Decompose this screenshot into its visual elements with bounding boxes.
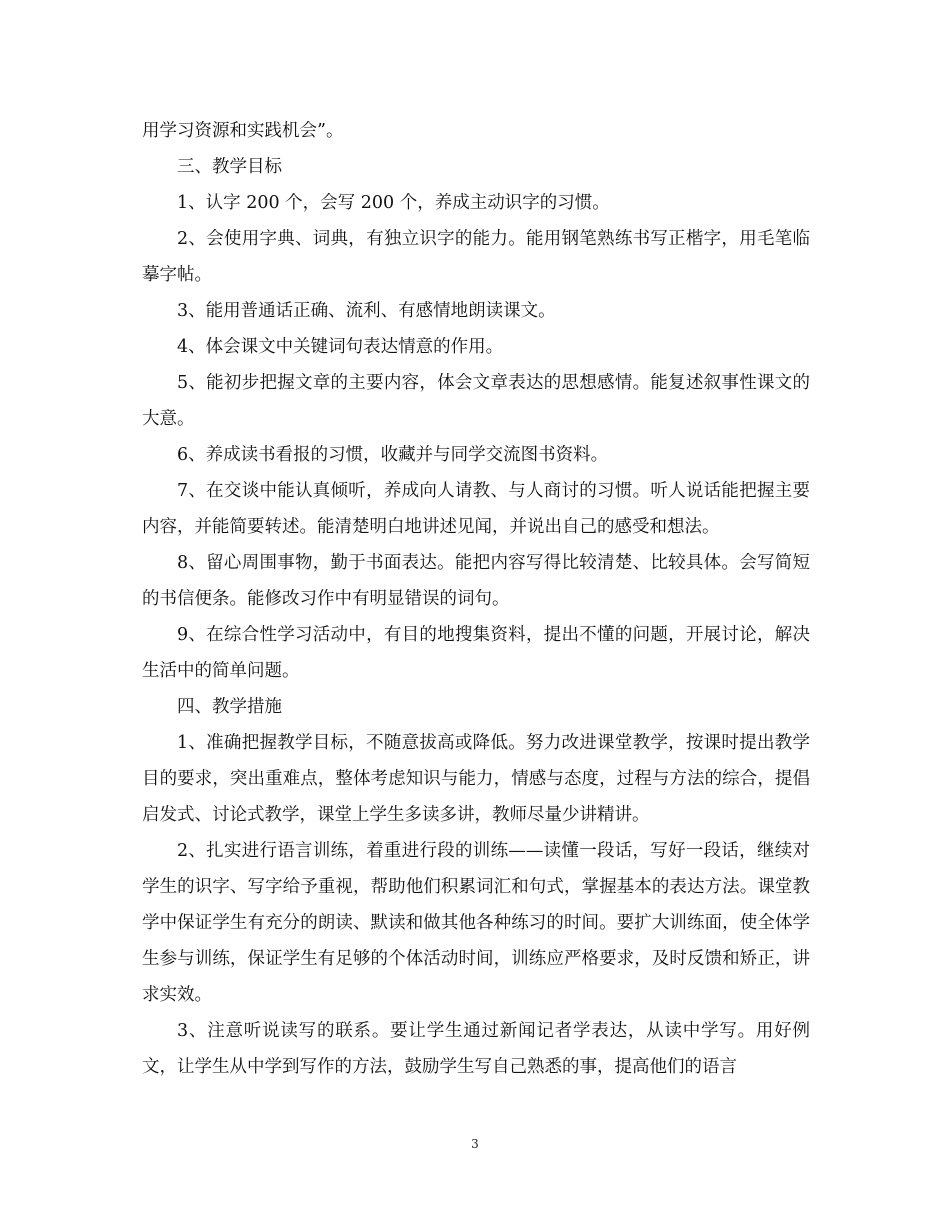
section-heading-teaching-measures: 四、教学措施 — [177, 697, 282, 717]
measure-item-2: 2、扎实进行语言训练，着重进行段的训练——读懂一段话，写好一段话，继续对学生的识字、写字给予重视，帮助他们积累词汇和句式，掌握基本的表达方法。课堂教学中保证学生有充分的朗读、默读和做其他各种练习的时间。要扩大训练面，使全体学生参与训练，保证学生有足够的个体活动时间，训练应严格要求，及时反馈和矫正，讲求实效。 — [142, 841, 810, 1005]
goal-item-3: 3、能用普通话正确、流利、有感情地朗读课文。 — [177, 301, 556, 321]
section-heading-teaching-goals: 三、教学目标 — [177, 157, 282, 177]
goal-item-6: 6、养成读书看报的习惯，收藏并与同学交流图书资料。 — [177, 445, 609, 465]
goal-item-1: 1、认字 200 个，会写 200 个，养成主动识字的习惯。 — [177, 193, 610, 213]
goal-item-2: 2、会使用字典、词典，有独立识字的能力。能用钢笔熟练书写正楷字，用毛笔临摹字帖。 — [142, 229, 810, 285]
goal-item-8: 8、留心周围事物，勤于书面表达。能把内容写得比较清楚、比较具体。会写简短的书信便条。能修改习作中有明显错误的词句。 — [142, 553, 810, 609]
measure-item-1: 1、准确把握教学目标，不随意拔高或降低。努力改进课堂教学，按课时提出教学目的要求，突出重难点，整体考虑知识与能力，情感与态度，过程与方法的综合，提倡启发式、讨论式教学，课堂上学生多读多讲，教师尽量少讲精讲。 — [142, 733, 810, 825]
goal-item-5: 5、能初步把握文章的主要内容，体会文章表达的思想感情。能复述叙事性课文的大意。 — [142, 373, 810, 429]
goal-item-4: 4、体会课文中关键词句表达情意的作用。 — [177, 337, 504, 357]
measure-item-3: 3、注意听说读写的联系。要让学生通过新闻记者学表达，从读中学写。用好例文，让学生从中学到写作的方法，鼓励学生写自己熟悉的事，提高他们的语言 — [142, 1021, 810, 1077]
page-number: 3 — [471, 1137, 479, 1151]
goal-item-7: 7、在交谈中能认真倾听，养成向人请教、与人商讨的习惯。听人说话能把握主要内容，并能简要转述。能清楚明白地讲述见闻，并说出自己的感受和想法。 — [142, 481, 810, 537]
paragraph-continuation: 用学习资源和实践机会”。 — [142, 121, 344, 141]
document-body — [142, 113, 810, 1085]
goal-item-9: 9、在综合性学习活动中，有目的地搜集资料，提出不懂的问题，开展讨论，解决生活中的简单问题。 — [142, 625, 810, 681]
